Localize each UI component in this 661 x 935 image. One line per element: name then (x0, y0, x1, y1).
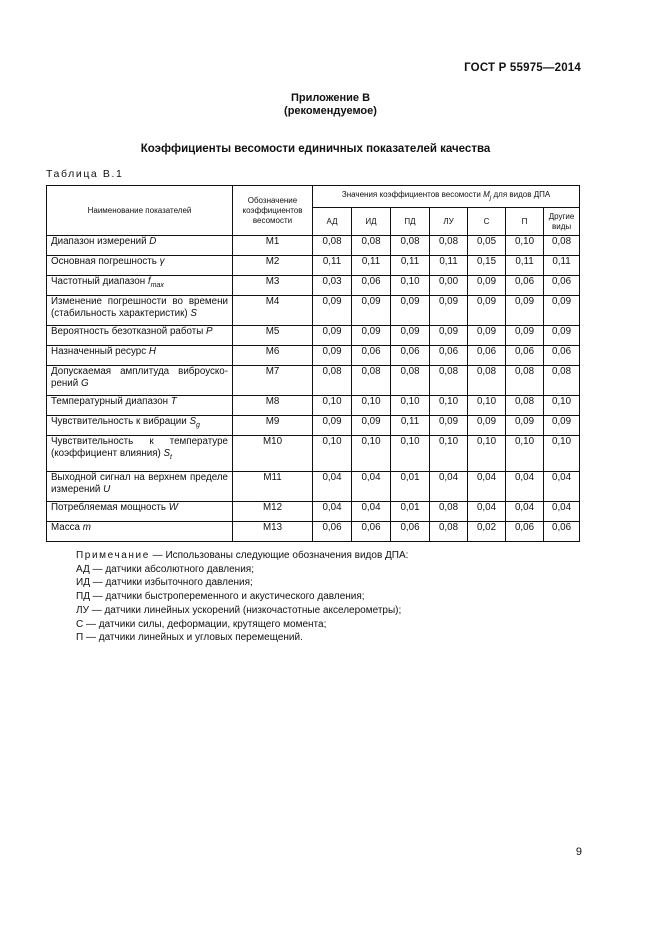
indicator-symbol: G (80, 377, 89, 389)
coefficient-value: 0,06 (544, 346, 580, 366)
header-type: ЛУ (430, 208, 468, 236)
coefficient-value: 0,10 (506, 236, 544, 256)
indicator-symbol: P (205, 326, 213, 337)
indicator-symbol: U (103, 483, 111, 495)
coefficient-value: 0,10 (430, 396, 468, 416)
indicator-symbol: S (163, 447, 171, 459)
document-title: Коэффициенты весомости единичных показателей качества (140, 143, 491, 155)
coefficient-code: M2 (233, 256, 313, 276)
table-row (47, 396, 580, 416)
coefficients-table (46, 185, 580, 542)
coefficient-value: 0,06 (468, 346, 506, 366)
appendix-title: Приложение В (290, 92, 371, 104)
indicator-name: Масса m (47, 522, 233, 542)
coefficient-value: 0,15 (468, 256, 506, 276)
coefficient-value: 0,04 (352, 502, 391, 522)
coefficient-value: 0,08 (313, 366, 352, 396)
coefficient-value: 0,06 (544, 276, 580, 296)
coefficient-value: 0,10 (391, 276, 430, 296)
coefficient-value: 0,09 (506, 416, 544, 436)
coefficient-value: 0,06 (506, 522, 544, 542)
indicator-name: Допускаемая амплитуда виброускорений G (47, 366, 233, 396)
coefficient-value: 0,09 (544, 416, 580, 436)
indicator-name: Назначенный ресурс H (47, 346, 233, 366)
coefficient-value: 0,11 (313, 256, 352, 276)
indicator-symbol: T (170, 396, 177, 407)
coefficient-value: 0,09 (430, 416, 468, 436)
table-row (47, 346, 580, 366)
coefficient-value: 0,09 (391, 296, 430, 326)
coefficient-value: 0,10 (544, 396, 580, 416)
coefficient-value: 0,11 (352, 256, 391, 276)
coefficient-value: 0,09 (391, 326, 430, 346)
coefficient-value: 0,01 (391, 472, 430, 502)
coefficient-value: 0,09 (506, 296, 544, 326)
standard-number: ГОСТ Р 55975—2014 (464, 62, 581, 74)
indicator-symbol: f (147, 276, 151, 287)
coefficient-value: 0,06 (506, 276, 544, 296)
table-label: Таблица В.1 (46, 168, 124, 180)
coefficient-value: 0,10 (313, 436, 352, 472)
indicator-symbol: S (190, 307, 197, 319)
indicator-name: Диапазон измерений D (47, 236, 233, 256)
coefficient-value: 0,04 (352, 472, 391, 502)
coefficient-code: M10 (233, 436, 313, 472)
header-values: Значения коэффициентов весомости $M_j$ для видов ДПА (313, 186, 580, 208)
coefficient-value: 0,09 (313, 296, 352, 326)
header-type: Другие виды (544, 208, 580, 236)
indicator-name: Изменение погрешности во времени (стабильность характеристик) S (47, 296, 233, 326)
coefficient-value: 0,06 (544, 522, 580, 542)
header-type: ИД (352, 208, 391, 236)
coefficient-value: 0,09 (313, 326, 352, 346)
coefficient-value: 0,02 (468, 522, 506, 542)
coefficient-value: 0,06 (391, 522, 430, 542)
coefficient-code: M7 (233, 366, 313, 396)
coefficient-code: M11 (233, 472, 313, 502)
note-item: П — датчики линейных и угловых перемещений. (76, 632, 303, 644)
indicator-symbol: D (149, 236, 157, 247)
coefficient-value: 0,06 (352, 276, 391, 296)
coefficient-value: 0,11 (544, 256, 580, 276)
coefficient-value: 0,10 (352, 396, 391, 416)
coefficient-value: 0,09 (430, 296, 468, 326)
coefficient-value: 0,03 (313, 276, 352, 296)
coefficient-code: M12 (233, 502, 313, 522)
coefficient-value: 0,09 (313, 416, 352, 436)
coefficient-code: M8 (233, 396, 313, 416)
coefficient-value: 0,09 (352, 326, 391, 346)
coefficient-value: 0,10 (391, 436, 430, 472)
coefficient-value: 0,09 (430, 326, 468, 346)
coefficient-value: 0,08 (430, 502, 468, 522)
coefficient-value: 0,06 (430, 346, 468, 366)
coefficient-value: 0,06 (506, 346, 544, 366)
coefficient-value: 0,04 (468, 502, 506, 522)
coefficient-value: 0,04 (544, 502, 580, 522)
indicator-symbol: γ (159, 256, 165, 267)
appendix-status: (рекомендуемое) (284, 105, 377, 117)
coefficient-value: 0,08 (352, 236, 391, 256)
coefficient-value: 0,08 (313, 236, 352, 256)
coefficient-value: 0,09 (468, 416, 506, 436)
coefficient-value: 0,10 (468, 436, 506, 472)
table-row (47, 256, 580, 276)
coefficient-value: 0,09 (468, 326, 506, 346)
header-name: Наименование показателей (47, 186, 233, 236)
header-type: ПД (391, 208, 430, 236)
table-row (47, 522, 580, 542)
coefficient-value: 0,10 (430, 436, 468, 472)
coefficient-code: M3 (233, 276, 313, 296)
indicator-symbol: m (82, 522, 91, 533)
note (76, 549, 596, 645)
coefficient-value: 0,11 (391, 256, 430, 276)
coefficient-value: 0,08 (506, 366, 544, 396)
indicator-name: Выходной сигнал на верхнем пределе измерений U (47, 472, 233, 502)
coefficient-value: 0,09 (468, 276, 506, 296)
coefficient-value: 0,09 (468, 296, 506, 326)
coefficient-value: 0,04 (313, 472, 352, 502)
coefficient-value: 0,11 (391, 416, 430, 436)
coefficient-value: 0,08 (544, 366, 580, 396)
coefficient-value: 0,06 (391, 346, 430, 366)
indicator-symbol: S (189, 416, 196, 427)
note-item: ЛУ — датчики линейных ускорений (низкочастотные акселерометры); (76, 604, 402, 616)
note-intro: Примечание — Использованы следующие обозначения видов ДПА: (76, 550, 409, 561)
table-row (47, 502, 580, 522)
coefficient-value: 0,10 (506, 436, 544, 472)
coefficient-value: 0,06 (313, 522, 352, 542)
coefficient-code: M4 (233, 296, 313, 326)
page-number: 9 (575, 846, 582, 858)
indicator-name: Вероятность безотказной работы P (47, 326, 233, 346)
coefficient-value: 0,04 (430, 472, 468, 502)
note-item: ИД — датчики избыточного давления; (76, 577, 253, 589)
coefficient-code: M6 (233, 346, 313, 366)
indicator-name: Основная погрешность γ (47, 256, 233, 276)
coefficient-value: 0,04 (506, 472, 544, 502)
table-row (47, 276, 580, 296)
coefficient-value: 0,11 (506, 256, 544, 276)
indicator-name: Чувствительность к температуре (коэффициент влияния) $S_t$ (47, 436, 233, 472)
coefficient-value: 0,09 (352, 416, 391, 436)
coefficient-value: 0,09 (544, 296, 580, 326)
coefficient-value: 0,06 (352, 522, 391, 542)
header-type: С (468, 208, 506, 236)
coefficient-value: 0,11 (430, 256, 468, 276)
table-row (47, 236, 580, 256)
indicator-name: Чувствительность к вибрации $S_g$ (47, 416, 233, 436)
table-row (47, 416, 580, 436)
coefficient-value: 0,04 (506, 502, 544, 522)
coefficient-value: 0,08 (391, 236, 430, 256)
coefficient-value: 0,10 (313, 396, 352, 416)
coefficient-value: 0,04 (313, 502, 352, 522)
note-item: ПД — датчики быстропеременного и акустического давления; (76, 591, 365, 603)
indicator-symbol: H (148, 346, 156, 357)
header-type: АД (313, 208, 352, 236)
coefficient-code: M13 (233, 522, 313, 542)
coefficient-value: 0,09 (313, 346, 352, 366)
table-row (47, 296, 580, 326)
coefficient-value: 0,01 (391, 502, 430, 522)
coefficient-value: 0,09 (506, 326, 544, 346)
coefficient-value: 0,04 (544, 472, 580, 502)
coefficient-value: 0,08 (352, 366, 391, 396)
coefficient-value: 0,08 (468, 366, 506, 396)
table-row (47, 472, 580, 502)
coefficient-value: 0,10 (352, 436, 391, 472)
table-row (47, 326, 580, 346)
coefficient-value: 0,10 (468, 396, 506, 416)
coefficient-value: 0,08 (506, 396, 544, 416)
indicator-name: Температурный диапазон T (47, 396, 233, 416)
coefficient-value: 0,10 (391, 396, 430, 416)
coefficient-value: 0,08 (430, 366, 468, 396)
indicator-name: Потребляемая мощность W (47, 502, 233, 522)
table-row (47, 366, 580, 396)
coefficient-value: 0,08 (430, 236, 468, 256)
header-type: П (506, 208, 544, 236)
coefficient-value: 0,10 (544, 436, 580, 472)
coefficient-code: M9 (233, 416, 313, 436)
coefficient-value: 0,08 (391, 366, 430, 396)
coefficient-value: 0,04 (468, 472, 506, 502)
coefficient-value: 0,09 (544, 326, 580, 346)
note-item: С — датчики силы, деформации, крутящего момента; (76, 618, 327, 630)
coefficient-value: 0,00 (430, 276, 468, 296)
note-label: Примечание (76, 550, 150, 561)
coefficient-value: 0,09 (352, 296, 391, 326)
header-code: Обозначение коэффициентов весомости (233, 186, 313, 236)
coefficient-value: 0,08 (544, 236, 580, 256)
note-item: АД — датчики абсолютного давления; (76, 563, 254, 575)
coefficient-value: 0,08 (430, 522, 468, 542)
indicator-symbol: W (168, 502, 178, 513)
indicator-name: Частотный диапазон $f_{max}$ (47, 276, 233, 296)
coefficient-value: 0,06 (352, 346, 391, 366)
table-row (47, 436, 580, 472)
coefficient-code: M1 (233, 236, 313, 256)
coefficient-value: 0,05 (468, 236, 506, 256)
coefficient-code: M5 (233, 326, 313, 346)
